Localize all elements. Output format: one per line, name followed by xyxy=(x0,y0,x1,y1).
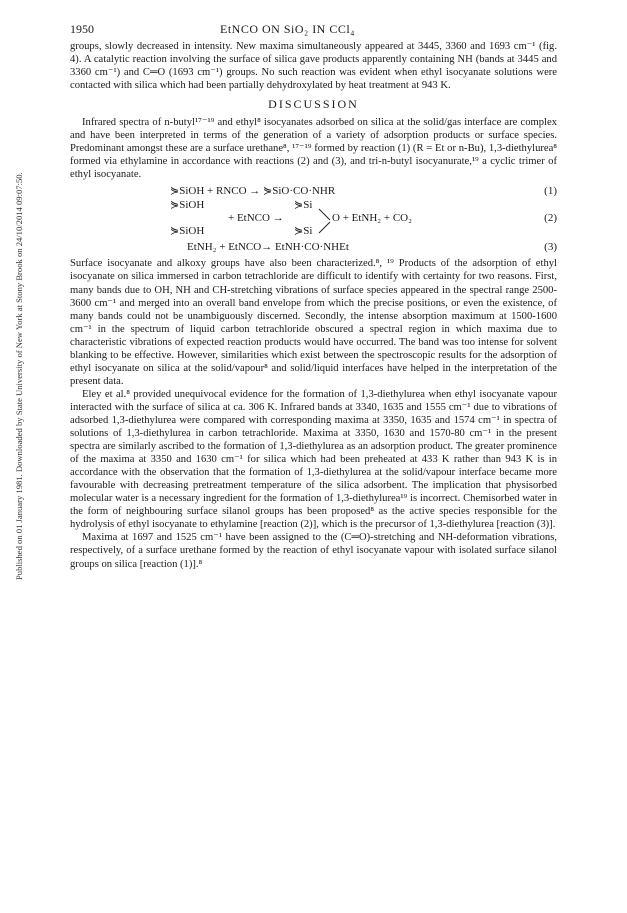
section-heading: DISCUSSION xyxy=(268,97,359,112)
equation-2-reactant-top: ⋟SiOH xyxy=(170,199,205,212)
paragraph-continued: groups, slowly decreased in intensity. New maxima simultaneously appeared at 3445, 3360 and 1693 cm⁻¹ (fig. 4). A catalytic reaction involving the surface of silica gave products apparently containing NH (bands at 3445 and 3360 cm⁻¹) and C═O (1693 cm⁻¹) groups. No such reaction was evident when ethyl isocyanate solutions were contacted with silica which had been partially dehydroxylated by heat treatment at 943 K. xyxy=(70,41,557,92)
equation-3 xyxy=(70,240,557,254)
equation-2-bridge xyxy=(318,207,332,235)
equation-2-si-top: ⋟Si xyxy=(294,199,313,212)
equation-2 xyxy=(70,199,557,239)
equation-3-body: EtNH₂ + EtNCO→ EtNH·CO·NHEt xyxy=(187,241,349,254)
equation-3-number: (3) xyxy=(544,241,557,254)
equation-1-body: ⋟SiOH + RNCO → ⋟SiO·CO·NHR xyxy=(170,185,336,198)
equation-2-si-bottom: ⋟Si xyxy=(294,225,313,238)
equation-2-arrow: + EtNCO → xyxy=(228,212,284,225)
equation-2-reactant-bottom: ⋟SiOH xyxy=(170,225,205,238)
page-number: 1950 xyxy=(70,22,94,36)
equation-block xyxy=(70,184,557,254)
paragraph-discussion-3: Eley et al.⁸ provided unequivocal evidence for the formation of 1,3-diethylurea when ethyl isocyanate vapour interacted with the surface of silica at ca. 306 K. Infrared bands at 3340, 1635 and 1555 cm⁻¹ due to vibrations of adsorbed 1,3-diethylurea were compared with corresponding maxima at 3350, 1635 and 1574 cm⁻¹ in spectra of solutions of 1,3-diethylurea in carbon tetrachloride. Maxima at 3350, 1630 and 1570-80 cm⁻¹ in the present spectra are similarly ascribed to the formation of 1,3-diethylurea as an adsorption product. The greater prominence of the maxima at 3350 and 1630 cm⁻¹ for silica which had been preheated at 433 K rather than 943 K is in accordance with the observation that the formation of 1,3-diethylurea at the solid/vapour interface became more favourable with decreasing pretreatment temperature of the silica adsorbent. The implication that physisorbed molecular water is a necessary ingredient for the formation of 1,3-diethylurea¹⁹ is incorrect. Chemisorbed water in the form of neighbouring surface silanol groups has been proposed⁸ as the active species responsible for the hydrolysis of ethyl isocyanate to ethylamine [reaction (2)], which is the precursor of 1,3-diethylurea [reaction (3)]. xyxy=(70,388,557,531)
download-provenance-sidebar xyxy=(2,60,24,580)
equation-1 xyxy=(70,184,557,198)
running-title: EtNCO ON SiO₂ IN CCl₄ xyxy=(220,22,355,36)
equation-1-number: (1) xyxy=(544,185,557,198)
equation-2-number: (2) xyxy=(544,212,557,225)
paper-page xyxy=(70,22,557,571)
paragraph-discussion-2: Surface isocyanate and alkoxy groups have also been characterized.⁸, ¹⁹ Products of the adsorption of ethyl isocyanate on silica immersed in carbon tetrachloride are difficult to identify with certainty for two reasons. First, many bands due to OH, NH and CH-stretching vibrations of surface species appeared in the spectral range 2500-3600 cm⁻¹ and merged into an overall band envelope from which the precise positions, or even the existence, of many bands could not be unambiguously discerned. Secondly, the intense absorption maximum at 1500-1600 cm⁻¹ in the spectrum of liquid carbon tetrachloride obscured a spectral region in which maxima due to characteristic vibrations of expected reaction products would have occurred. The band was too intense for solvent blanking to be effective. However, similarities which exist between the spectroscopic results for the adsorption of ethyl isocyanate on silica at the solid/vapour⁸ and solid/liquid interfaces have helped in the interpretation of the present data. xyxy=(70,258,557,387)
paragraph-discussion-1: Infrared spectra of n-butyl¹⁷⁻¹⁹ and ethyl⁸ isocyanates adsorbed on silica at the solid/gas interface are complex and have been interpreted in terms of the generation of a variety of adsorption products or surface species. Predominant amongst these are a surface urethane⁸, ¹⁷⁻¹⁹ formed by reaction (1) (R = Et or n-Bu), 1,3-diethylurea⁸ formed via ethylamine in accordance with reactions (2) and (3), and tri-n-butyl isocyanurate,¹⁹ a cyclic trimer of ethyl isocyanate. xyxy=(70,117,557,181)
page-header xyxy=(70,22,557,40)
equation-2-product: O + EtNH₂ + CO₂ xyxy=(332,212,412,225)
paragraph-discussion-4: Maxima at 1697 and 1525 cm⁻¹ have been assigned to the (C═O)-stretching and NH-deformation vibrations, respectively, of a surface urethane formed by the reaction of ethyl isocyanate vapour with isolated surface silanol groups on silica [reaction (1)].⁸ xyxy=(70,532,557,570)
sidebar-text: Published on 01 January 1981. Downloaded by State University of New York at Stony Brook on 24/10/2014 09:07:50. xyxy=(14,172,24,580)
